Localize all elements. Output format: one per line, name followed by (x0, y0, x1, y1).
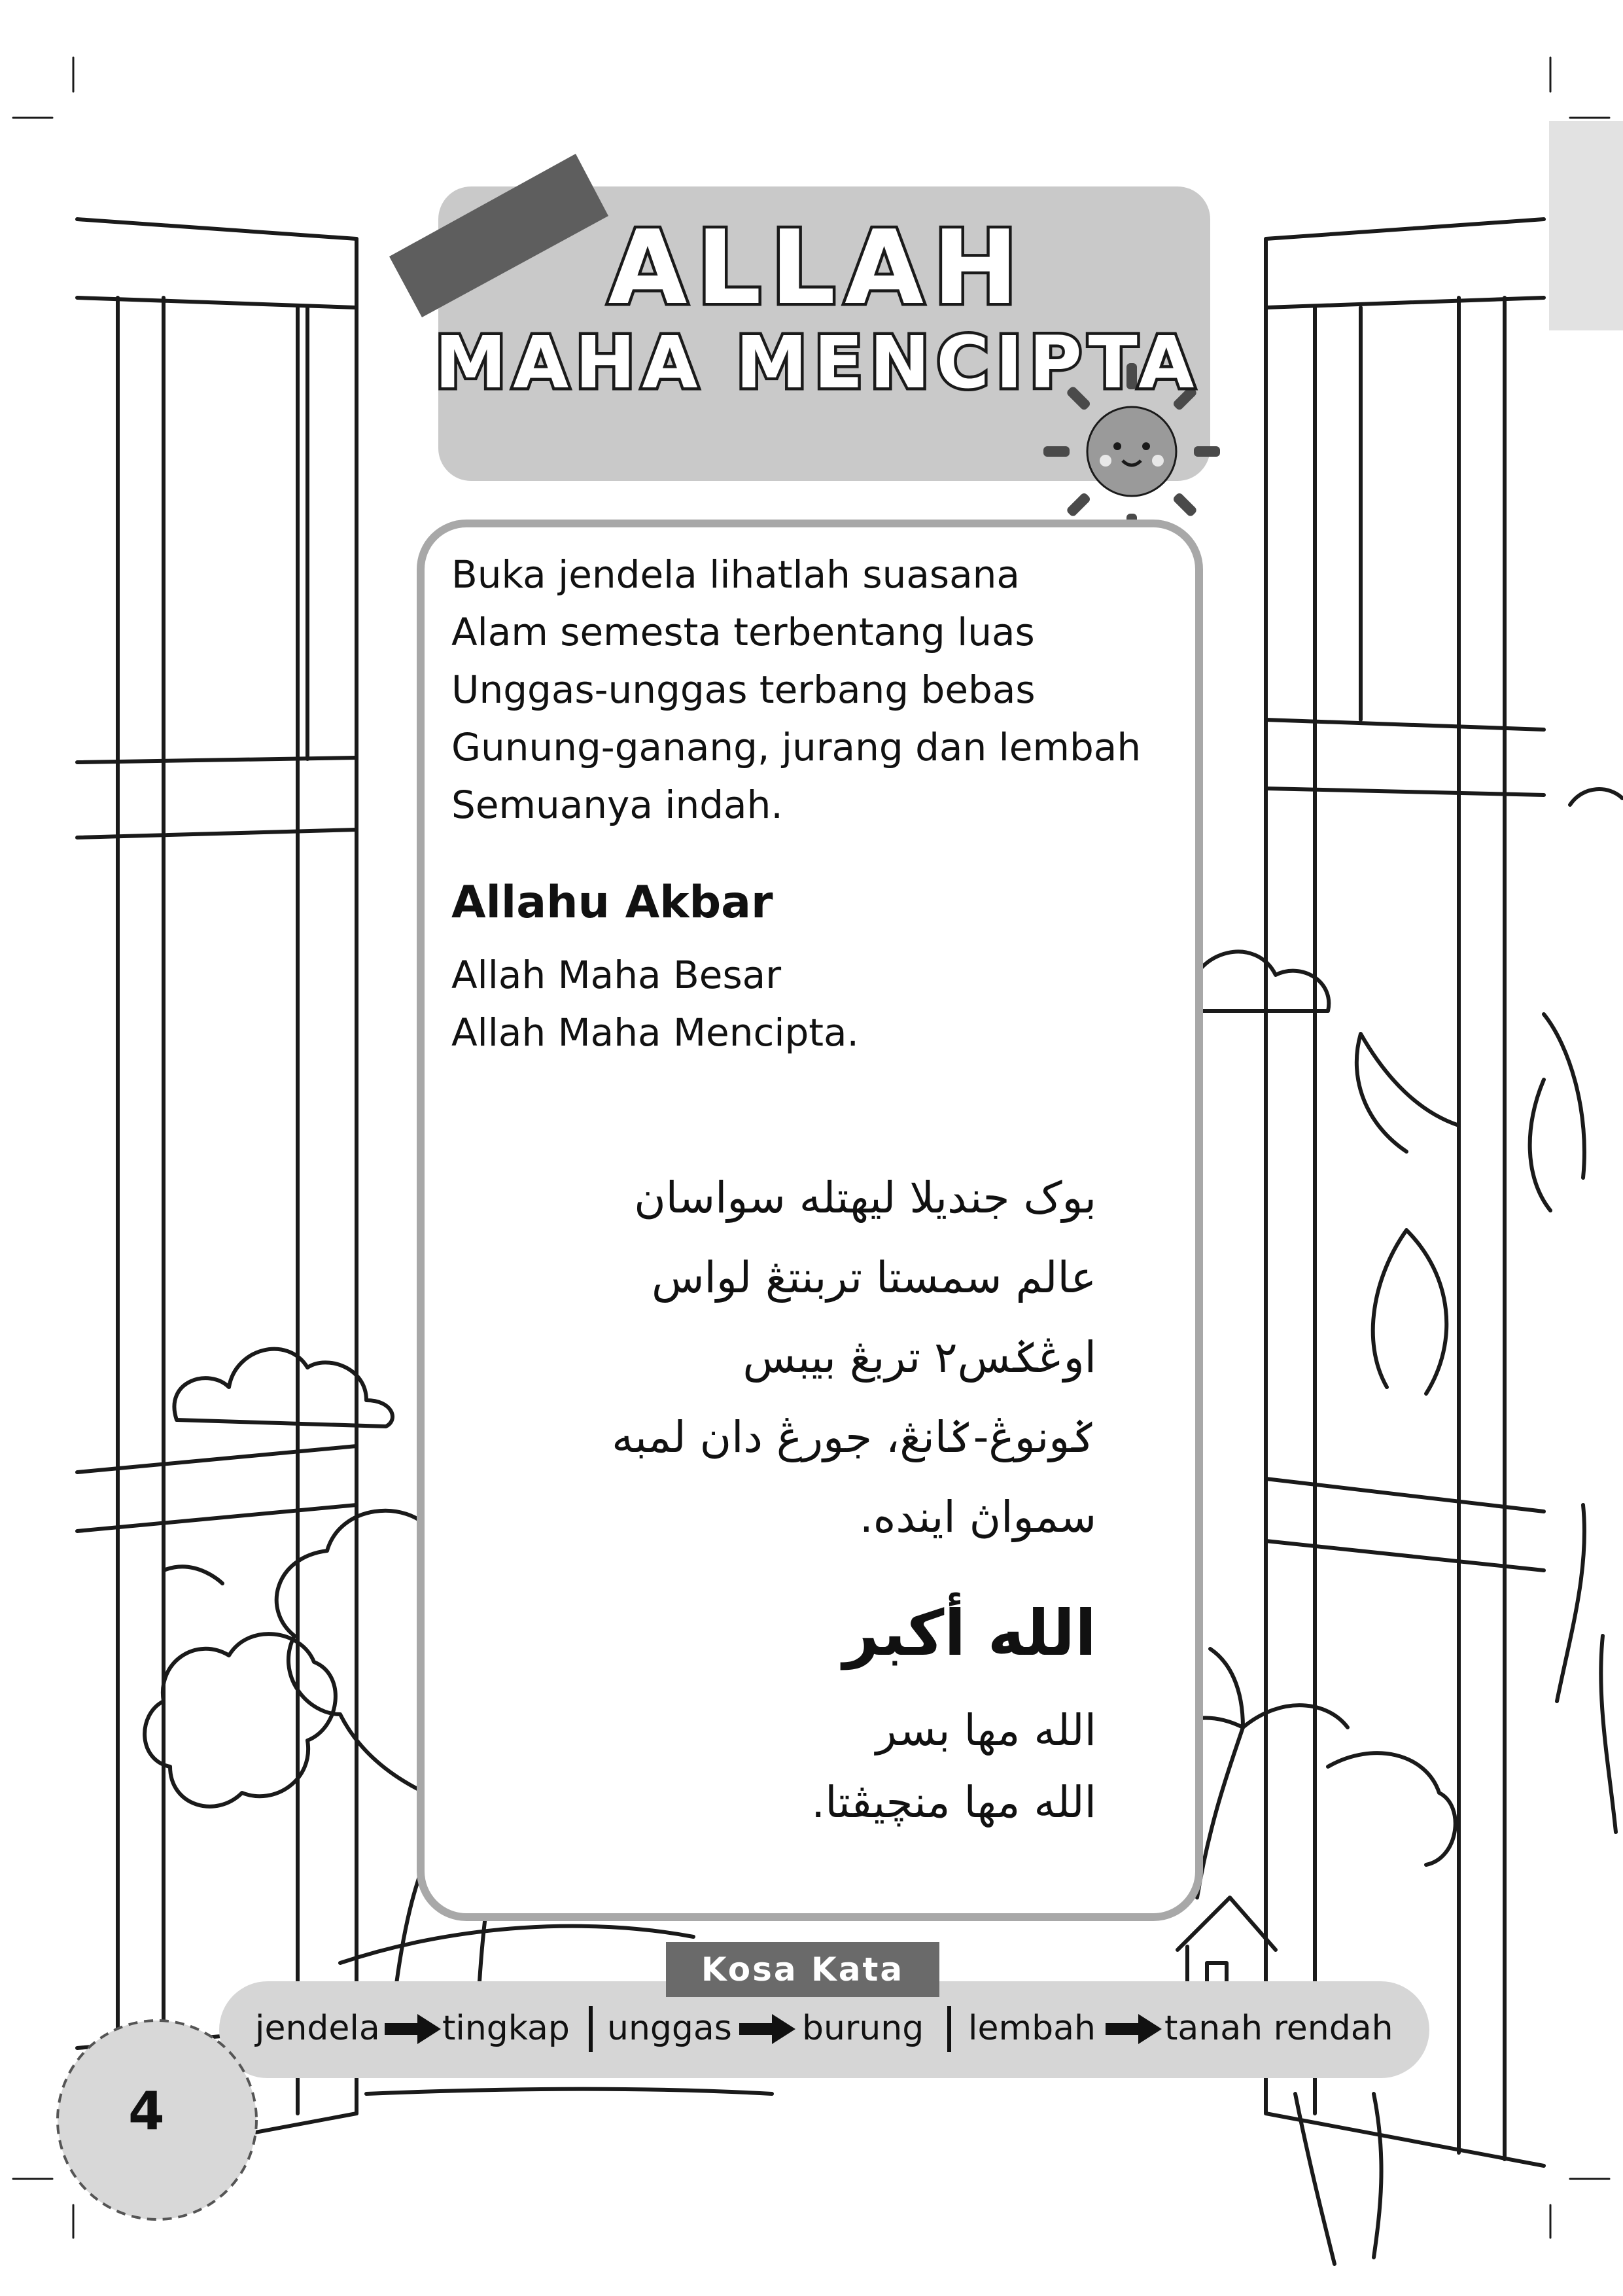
hill-line-right (1570, 789, 1622, 805)
page-title-line1: ALLAH (608, 208, 1028, 327)
poem-jawi-line: الله مها منچيڤتا. (811, 1777, 1096, 1828)
vocab-word: lembah (968, 2009, 1096, 2048)
poem-latin-stanza (451, 546, 1197, 834)
poem-jawi-line: عالم سمستا تربنتڠ لواس (651, 1252, 1096, 1303)
page-number: 4 (128, 2081, 165, 2142)
poem-latin-line: Allah Maha Besar (451, 953, 782, 997)
edge-tab (1549, 121, 1623, 330)
poem-jawi-line: اوڠݢس٢ تربڠ بيبس (742, 1332, 1096, 1383)
vocab-meaning: burung (802, 2009, 924, 2048)
arrow-right-icon (739, 2013, 797, 2045)
poem-latin-line: Gunung-ganang, jurang dan lembah (451, 725, 1142, 769)
vocab-word: unggas (607, 2009, 732, 2048)
arrow-right-icon (1106, 2013, 1163, 2045)
vocab-word: jendela (255, 2009, 380, 2048)
ground-line (340, 1926, 693, 1963)
poem-latin-line: Alam semesta terbentang luas (451, 610, 1035, 654)
poem-jawi-line: سمواڽ ايندە. (859, 1492, 1096, 1542)
poem-jawi-line: بوک جنديلا ليهتله سواسان (634, 1173, 1096, 1223)
cloud-left (174, 1349, 393, 1426)
poem-latin-line: Unggas-unggas terbang bebas (451, 667, 1036, 712)
vocab-meaning: tanah rendah (1164, 2009, 1393, 2048)
poem-jawi-line: الله مها بسر (875, 1705, 1096, 1756)
vocab-separator (589, 2006, 593, 2052)
page-title-line2: MAHA MENCIPTA (434, 321, 1201, 404)
right-window-frame (1266, 219, 1544, 2166)
arrow-right-icon (385, 2013, 442, 2045)
left-window-frame (77, 219, 357, 2166)
poem-latin-refrain (451, 946, 1197, 1061)
poem-jawi-stanza (377, 1158, 1096, 1557)
refrain-latin-title: Allahu Akbar (451, 877, 773, 928)
vocab-label: Kosa Kata (666, 1942, 939, 1997)
vocab-meaning: tingkap (442, 2009, 570, 2048)
refrain-jawi-title: الله أكبر (843, 1597, 1096, 1670)
poem-latin-line: Allah Maha Mencipta. (451, 1010, 859, 1055)
poem-latin-line: Semuanya indah. (451, 783, 783, 827)
poem-jawi-refrain (377, 1695, 1096, 1839)
poem-latin-line: Buka jendela lihatlah suasana (451, 552, 1020, 597)
poem-jawi-line: ݢونوڠ-ݢانڠ، جورڠ دان لمبه (612, 1412, 1096, 1462)
vocab-separator (947, 2006, 951, 2052)
